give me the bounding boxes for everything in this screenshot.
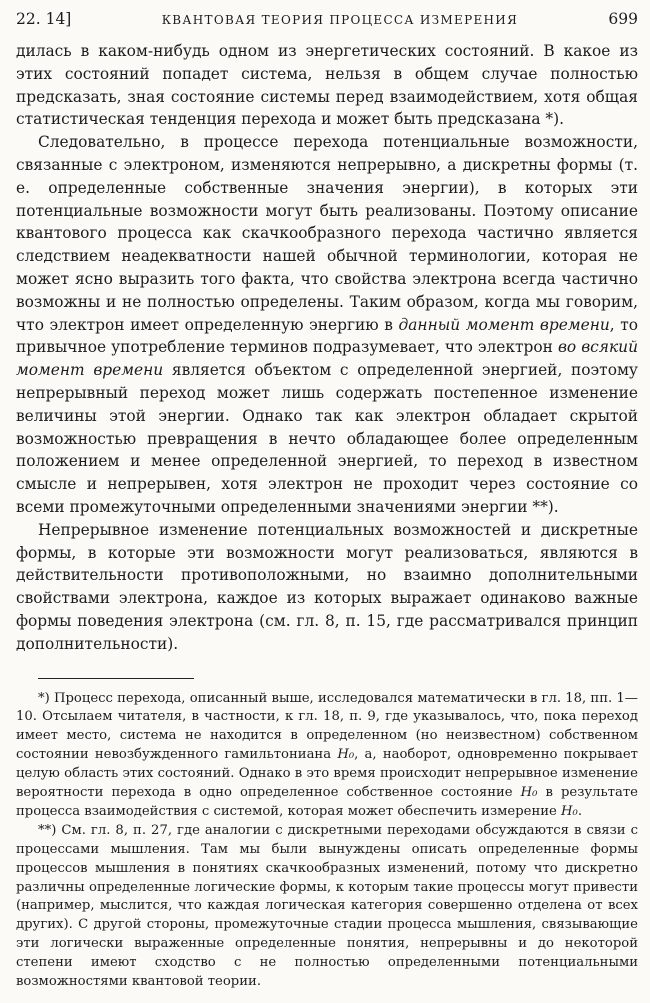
emphasis-every-moment: во всякий момент времени xyxy=(16,338,638,380)
paragraph-2-part-c: является объектом с определенной энергией, поэтому непрерывный переход может лишь содержать постепенное изменение величины этой энергии. Однако так как электрон обладает скрытой возможностью превращения в нечто обладающее более определенным положением и менее определенной энергией, то переход в известном смысле и непрерывен, хотя электрон не проходит через состояние со всеми промежуточными определенными значениями энергии **). xyxy=(16,361,638,516)
paragraph-2-part-b: , то привычное употребление терминов подразумевает, что электрон xyxy=(16,315,638,357)
paragraph-3: Непрерывное изменение потенциальных возможностей и дискретные формы, в которые эти возможности могут реализоваться, являются в действительности противоположными, но взаимно дополнительными свойствами электрона, каждое из которых выражает одинаково важные формы поведения электрона (см. гл. 8, п. 15, где рассматривался принцип дополнительности). xyxy=(16,520,638,653)
emphasis-given-moment: данный момент времени xyxy=(398,315,610,334)
paragraph-1: дилась в каком-нибудь одном из энергетических состояний. В какое из этих состояний попадет система, нельзя в общем случае полностью предсказать, зная состояние системы перед взаимодействием, хотя общая статистическая тенденция перехода и может быть предсказана *). xyxy=(16,42,638,129)
paragraph-2-part-a: Следовательно, в процессе перехода потенциальные возможности, связанные с электроном, изменяются непрерывно, а дискретны формы (т. е. определенные собственные значения энергии), в которых эти потенциальные возможности могут быть реализованы. Поэтому описание квантового процесса как скачкообразного перехода частично является следствием неадекватности нашей обычной терминологии, которая не может ясно выразить того факта, что свойства электрона всегда частично возможны и не полностью определены. Таким образом, когда мы говорим, что электрон имеет определенную энергию в xyxy=(16,133,638,334)
running-title: КВАНТОВАЯ ТЕОРИЯ ПРОЦЕССА ИЗМЕРЕНИЯ xyxy=(161,13,519,27)
footnote-divider xyxy=(38,678,194,679)
page-number: 699 xyxy=(608,10,638,28)
footnote-2: **) См. гл. 8, п. 27, где аналогии с дискретными переходами обсуждаются в связи с процессами мышления. Там мы были вынуждены описать определенные формы процессов мышления в понятиях скачкообразных изменений, потому что дискретно различны определенные логические формы, к которым такие процессы могут привести (например, мыслится, что каждая логическая категория совершенно отделена от всех других). С другой стороны, промежуточные стадии процесса мышления, связывающие эти логически выраженные определенные понятия, непрерывны и до некоторой степени имеют сходство с не полностью определенными потенциальными возможностями квантовой теории. xyxy=(16,822,638,990)
running-header xyxy=(16,10,638,40)
footnote-1-part-a: *) Процесс перехода, описанный выше, исследовался математически в гл. 18, пп. 1—10. Отсылаем читателя, в частности, к гл. 18, п. 9, где указывалось, что, пока переход имеет место, система не находится в определенном (но неизвестном) собственном состоянии невозбужденного гамильтониана xyxy=(16,690,638,763)
footnote-1 xyxy=(16,690,638,822)
footnote-1-part-c: в результате процесса взаимодействия с системой, которая может обеспечить измерение xyxy=(16,785,638,819)
section-reference: 22. 14] xyxy=(16,10,72,28)
paragraph-2 xyxy=(16,131,638,519)
footnote-1-end: . xyxy=(577,803,583,819)
book-page xyxy=(16,10,638,992)
symbol-h0: H₀ xyxy=(561,803,578,819)
symbol-h0: H₀ xyxy=(337,747,355,763)
footnote-1-part-b: , а, наоборот, одновременно покрывает целую область этих состояний. Однако в это время происходит непрерывное изменение вероятности перехода в одно определенное собственное состояние xyxy=(16,747,638,801)
footnotes xyxy=(16,690,638,993)
symbol-h0: H₀ xyxy=(520,785,538,801)
main-text xyxy=(16,40,638,656)
